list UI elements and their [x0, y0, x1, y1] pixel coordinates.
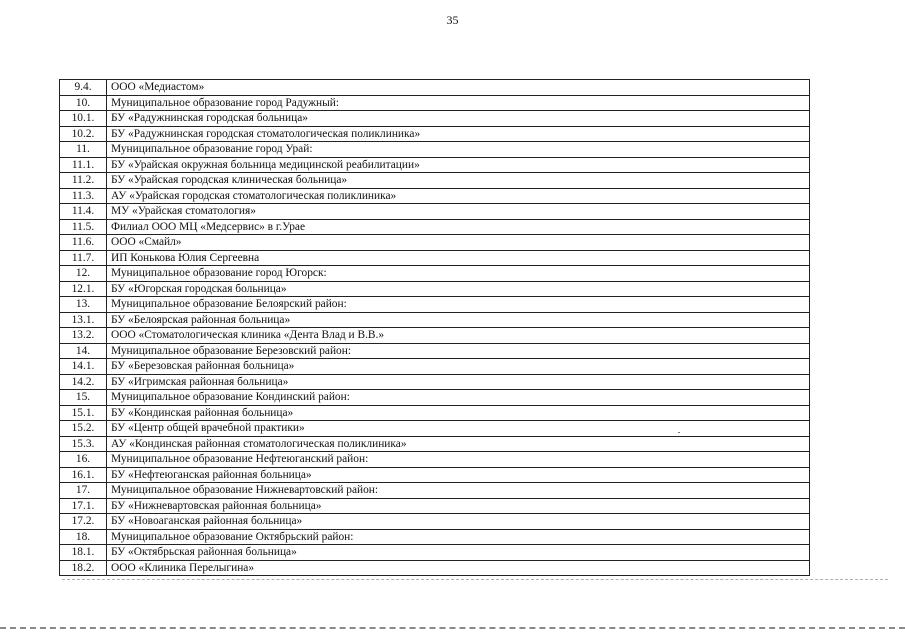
- organization-name: БУ «Игримская районная больница»: [107, 374, 810, 390]
- organization-name: АУ «Урайская городская стоматологическая поликлиника»: [107, 188, 810, 204]
- organization-name: АУ «Кондинская районная стоматологическая поликлиника»: [107, 436, 810, 452]
- table-row: [60, 111, 810, 127]
- table-row: [60, 142, 810, 158]
- row-number: 11.6.: [60, 235, 107, 251]
- organization-name: БУ «Радужнинская городская больница»: [107, 111, 810, 127]
- table-row: [60, 328, 810, 344]
- organization-name: БУ «Нижневартовская районная больница»: [107, 498, 810, 514]
- row-number: 15.2.: [60, 421, 107, 437]
- organization-name: Муниципальное образование Белоярский район:: [107, 297, 810, 313]
- organization-name: Муниципальное образование город Радужный:: [107, 95, 810, 111]
- organization-name: Муниципальное образование Нижневартовский район:: [107, 483, 810, 499]
- table-row: [60, 483, 810, 499]
- organization-name: БУ «Белоярская районная больница»: [107, 312, 810, 328]
- organization-name: БУ «Урайская окружная больница медицинской реабилитации»: [107, 157, 810, 173]
- medical-organizations-table: [59, 79, 810, 576]
- table-row: [60, 95, 810, 111]
- row-number: 11.3.: [60, 188, 107, 204]
- table-row: [60, 390, 810, 406]
- organization-name: БУ «Центр общей врачебной практики»: [107, 421, 810, 437]
- organization-name: Муниципальное образование Октябрьский район:: [107, 529, 810, 545]
- row-number: 12.: [60, 266, 107, 282]
- organization-name: Муниципальное образование Березовский район:: [107, 343, 810, 359]
- organization-name: Муниципальное образование Кондинский район:: [107, 390, 810, 406]
- organization-name: БУ «Октябрьская районная больница»: [107, 545, 810, 561]
- row-number: 18.1.: [60, 545, 107, 561]
- table-row: [60, 281, 810, 297]
- table-row: [60, 266, 810, 282]
- organization-name: БУ «Урайская городская клиническая больница»: [107, 173, 810, 189]
- table-row: [60, 312, 810, 328]
- row-number: 17.2.: [60, 514, 107, 530]
- row-number: 14.2.: [60, 374, 107, 390]
- row-number: 11.2.: [60, 173, 107, 189]
- table-row: [60, 514, 810, 530]
- row-number: 10.2.: [60, 126, 107, 142]
- row-number: 14.1.: [60, 359, 107, 375]
- organization-name: ООО «Клиника Перелыгина»: [107, 560, 810, 576]
- row-number: 15.1.: [60, 405, 107, 421]
- organization-name: ООО «Смайл»: [107, 235, 810, 251]
- row-number: 15.3.: [60, 436, 107, 452]
- row-number: 11.4.: [60, 204, 107, 220]
- table-row: [60, 219, 810, 235]
- row-number: 16.: [60, 452, 107, 468]
- scan-artifact-line: [62, 579, 888, 580]
- row-number: 17.: [60, 483, 107, 499]
- row-number: 13.: [60, 297, 107, 313]
- row-number: 11.1.: [60, 157, 107, 173]
- scan-artifact-edge: [0, 627, 905, 629]
- table-row: [60, 436, 810, 452]
- table-row: [60, 405, 810, 421]
- table-row: [60, 359, 810, 375]
- row-number: 17.1.: [60, 498, 107, 514]
- row-number: 10.1.: [60, 111, 107, 127]
- table-row: [60, 467, 810, 483]
- table-row: [60, 374, 810, 390]
- row-number: 16.1.: [60, 467, 107, 483]
- organization-name: Муниципальное образование Нефтеюганский район:: [107, 452, 810, 468]
- row-number: 18.: [60, 529, 107, 545]
- table-row: [60, 421, 810, 437]
- row-number: 13.2.: [60, 328, 107, 344]
- row-number: 11.7.: [60, 250, 107, 266]
- table-row: [60, 157, 810, 173]
- row-number: 15.: [60, 390, 107, 406]
- organization-name: БУ «Югорская городская больница»: [107, 281, 810, 297]
- table-row: [60, 250, 810, 266]
- row-number: 11.: [60, 142, 107, 158]
- organization-name: Муниципальное образование город Урай:: [107, 142, 810, 158]
- organization-name: МУ «Урайская стоматология»: [107, 204, 810, 220]
- organization-name: БУ «Нефтеюганская районная больница»: [107, 467, 810, 483]
- organization-name: БУ «Радужнинская городская стоматологическая поликлиника»: [107, 126, 810, 142]
- scan-speck: [678, 432, 680, 433]
- row-number: 9.4.: [60, 80, 107, 96]
- row-number: 11.5.: [60, 219, 107, 235]
- table-row: [60, 173, 810, 189]
- row-number: 14.: [60, 343, 107, 359]
- table-row: [60, 560, 810, 576]
- table-row: [60, 452, 810, 468]
- row-number: 18.2.: [60, 560, 107, 576]
- table-row: [60, 204, 810, 220]
- organization-name: Муниципальное образование город Югорск:: [107, 266, 810, 282]
- table-row: [60, 529, 810, 545]
- table-row: [60, 545, 810, 561]
- row-number: 12.1.: [60, 281, 107, 297]
- table-row: [60, 297, 810, 313]
- organization-name: БУ «Кондинская районная больница»: [107, 405, 810, 421]
- page-number: 35: [446, 13, 459, 27]
- row-number: 13.1.: [60, 312, 107, 328]
- row-number: 10.: [60, 95, 107, 111]
- table-row: [60, 126, 810, 142]
- table-body: [60, 80, 810, 576]
- organization-name: ООО «Медиастом»: [107, 80, 810, 96]
- table-row: [60, 188, 810, 204]
- organization-name: ИП Конькова Юлия Сергеевна: [107, 250, 810, 266]
- organization-name: БУ «Березовская районная больница»: [107, 359, 810, 375]
- organization-name: БУ «Новоаганская районная больница»: [107, 514, 810, 530]
- organization-name: ООО «Стоматологическая клиника «Дента Влад и В.В.»: [107, 328, 810, 344]
- table-row: [60, 80, 810, 96]
- table-row: [60, 498, 810, 514]
- organization-name: Филиал ООО МЦ «Медсервис» в г.Урае: [107, 219, 810, 235]
- table-row: [60, 235, 810, 251]
- table-row: [60, 343, 810, 359]
